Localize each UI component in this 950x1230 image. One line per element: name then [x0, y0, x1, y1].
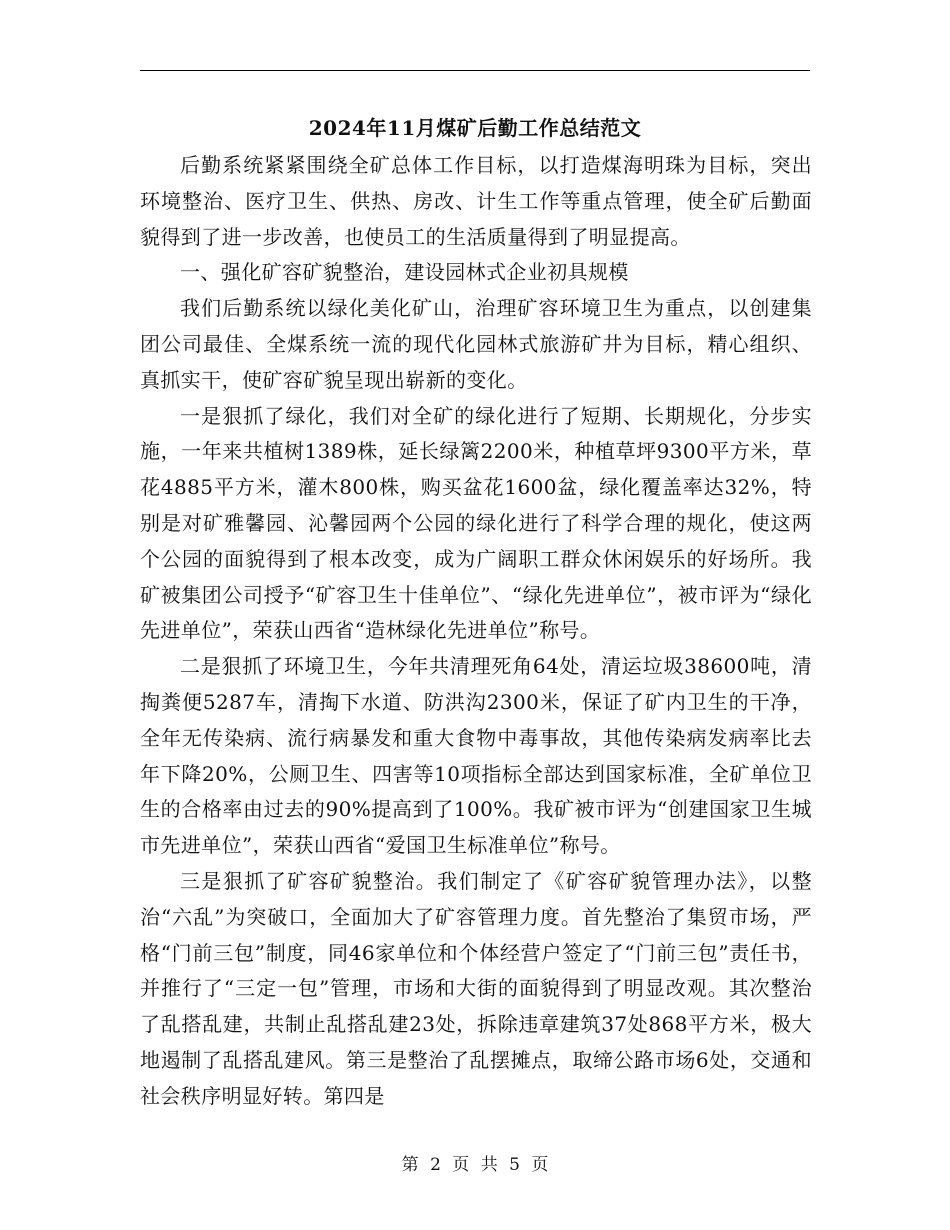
document-body	[140, 148, 812, 1115]
paragraph-intro: 后勤系统紧紧围绕全矿总体工作目标，以打造煤海明珠为目标，突出环境整治、医疗卫生、供热、房改、计生工作等重点管理，使全矿后勤面貌得到了进一步改善，也使员工的生活质量得到了明显提高。	[140, 153, 812, 249]
document-title: 2024年11月煤矿后勤工作总结范文	[308, 116, 642, 140]
paragraph-section-1-overview: 我们后勤系统以绿化美化矿山，治理矿容环境卫生为重点，以创建集团公司最佳、全煤系统一流的现代化园林式旅游矿井为目标，精心组织、真抓实干，使矿容矿貌呈现出崭新的变化。	[140, 296, 812, 392]
page-number-footer: 第 2 页 共 5 页	[401, 1155, 549, 1175]
paragraph-greening: 一是狠抓了绿化，我们对全矿的绿化进行了短期、长期规化，分步实施，一年来共植树1389株，延长绿篱2200米，种植草坪9300平方米，草花4885平方米，灌木800株，购买盆花1600盆，绿化覆盖率达32%，特别是对矿雅馨园、沁馨园两个公园的绿化进行了科学合理的规化，使这两个公园的面貌得到了根本改变，成为广阔职工群众休闲娱乐的好场所。我矿被集团公司授予“矿容卫生十佳单位”、“绿化先进单位”，被市评为“绿化先进单位”，荣获山西省“造林绿化先进单位”称号。	[140, 403, 812, 643]
section-heading-1: 一、强化矿容矿貌整治，建设园林式企业初具规模	[180, 260, 629, 285]
paragraph-sanitation: 二是狠抓了环境卫生，今年共清理死角64处，清运垃圾38600吨，清掏粪便5287车，清掏下水道、防洪沟2300米，保证了矿内卫生的干净，全年无传染病、流行病暴发和重大食物中毒事故，其他传染病发病率比去年下降20%，公厕卫生、四害等10项指标全部达到国家标准，全矿单位卫生的合格率由过去的90%提高到了100%。我矿被市评为“创建国家卫生城市先进单位”，荣获山西省“爱国卫生标准单位”称号。	[140, 654, 812, 858]
header-rule	[140, 70, 810, 71]
paragraph-mine-appearance: 三是狠抓了矿容矿貌整治。我们制定了《矿容矿貌管理办法》，以整治“六乱”为突破口，全面加大了矿容管理力度。首先整治了集贸市场，严格“门前三包”制度，同46家单位和个体经营户签定了“门前三包”责任书，并推行了“三定一包”管理，市场和大街的面貌得到了明显改观。其次整治了乱搭乱建，共制止乱搭乱建23处，拆除违章建筑37处868平方米，极大地遏制了乱搭乱建风。第三是整治了乱摆摊点，取缔公路市场6处，交通和社会秩序明显好转。第四是	[140, 868, 812, 1108]
